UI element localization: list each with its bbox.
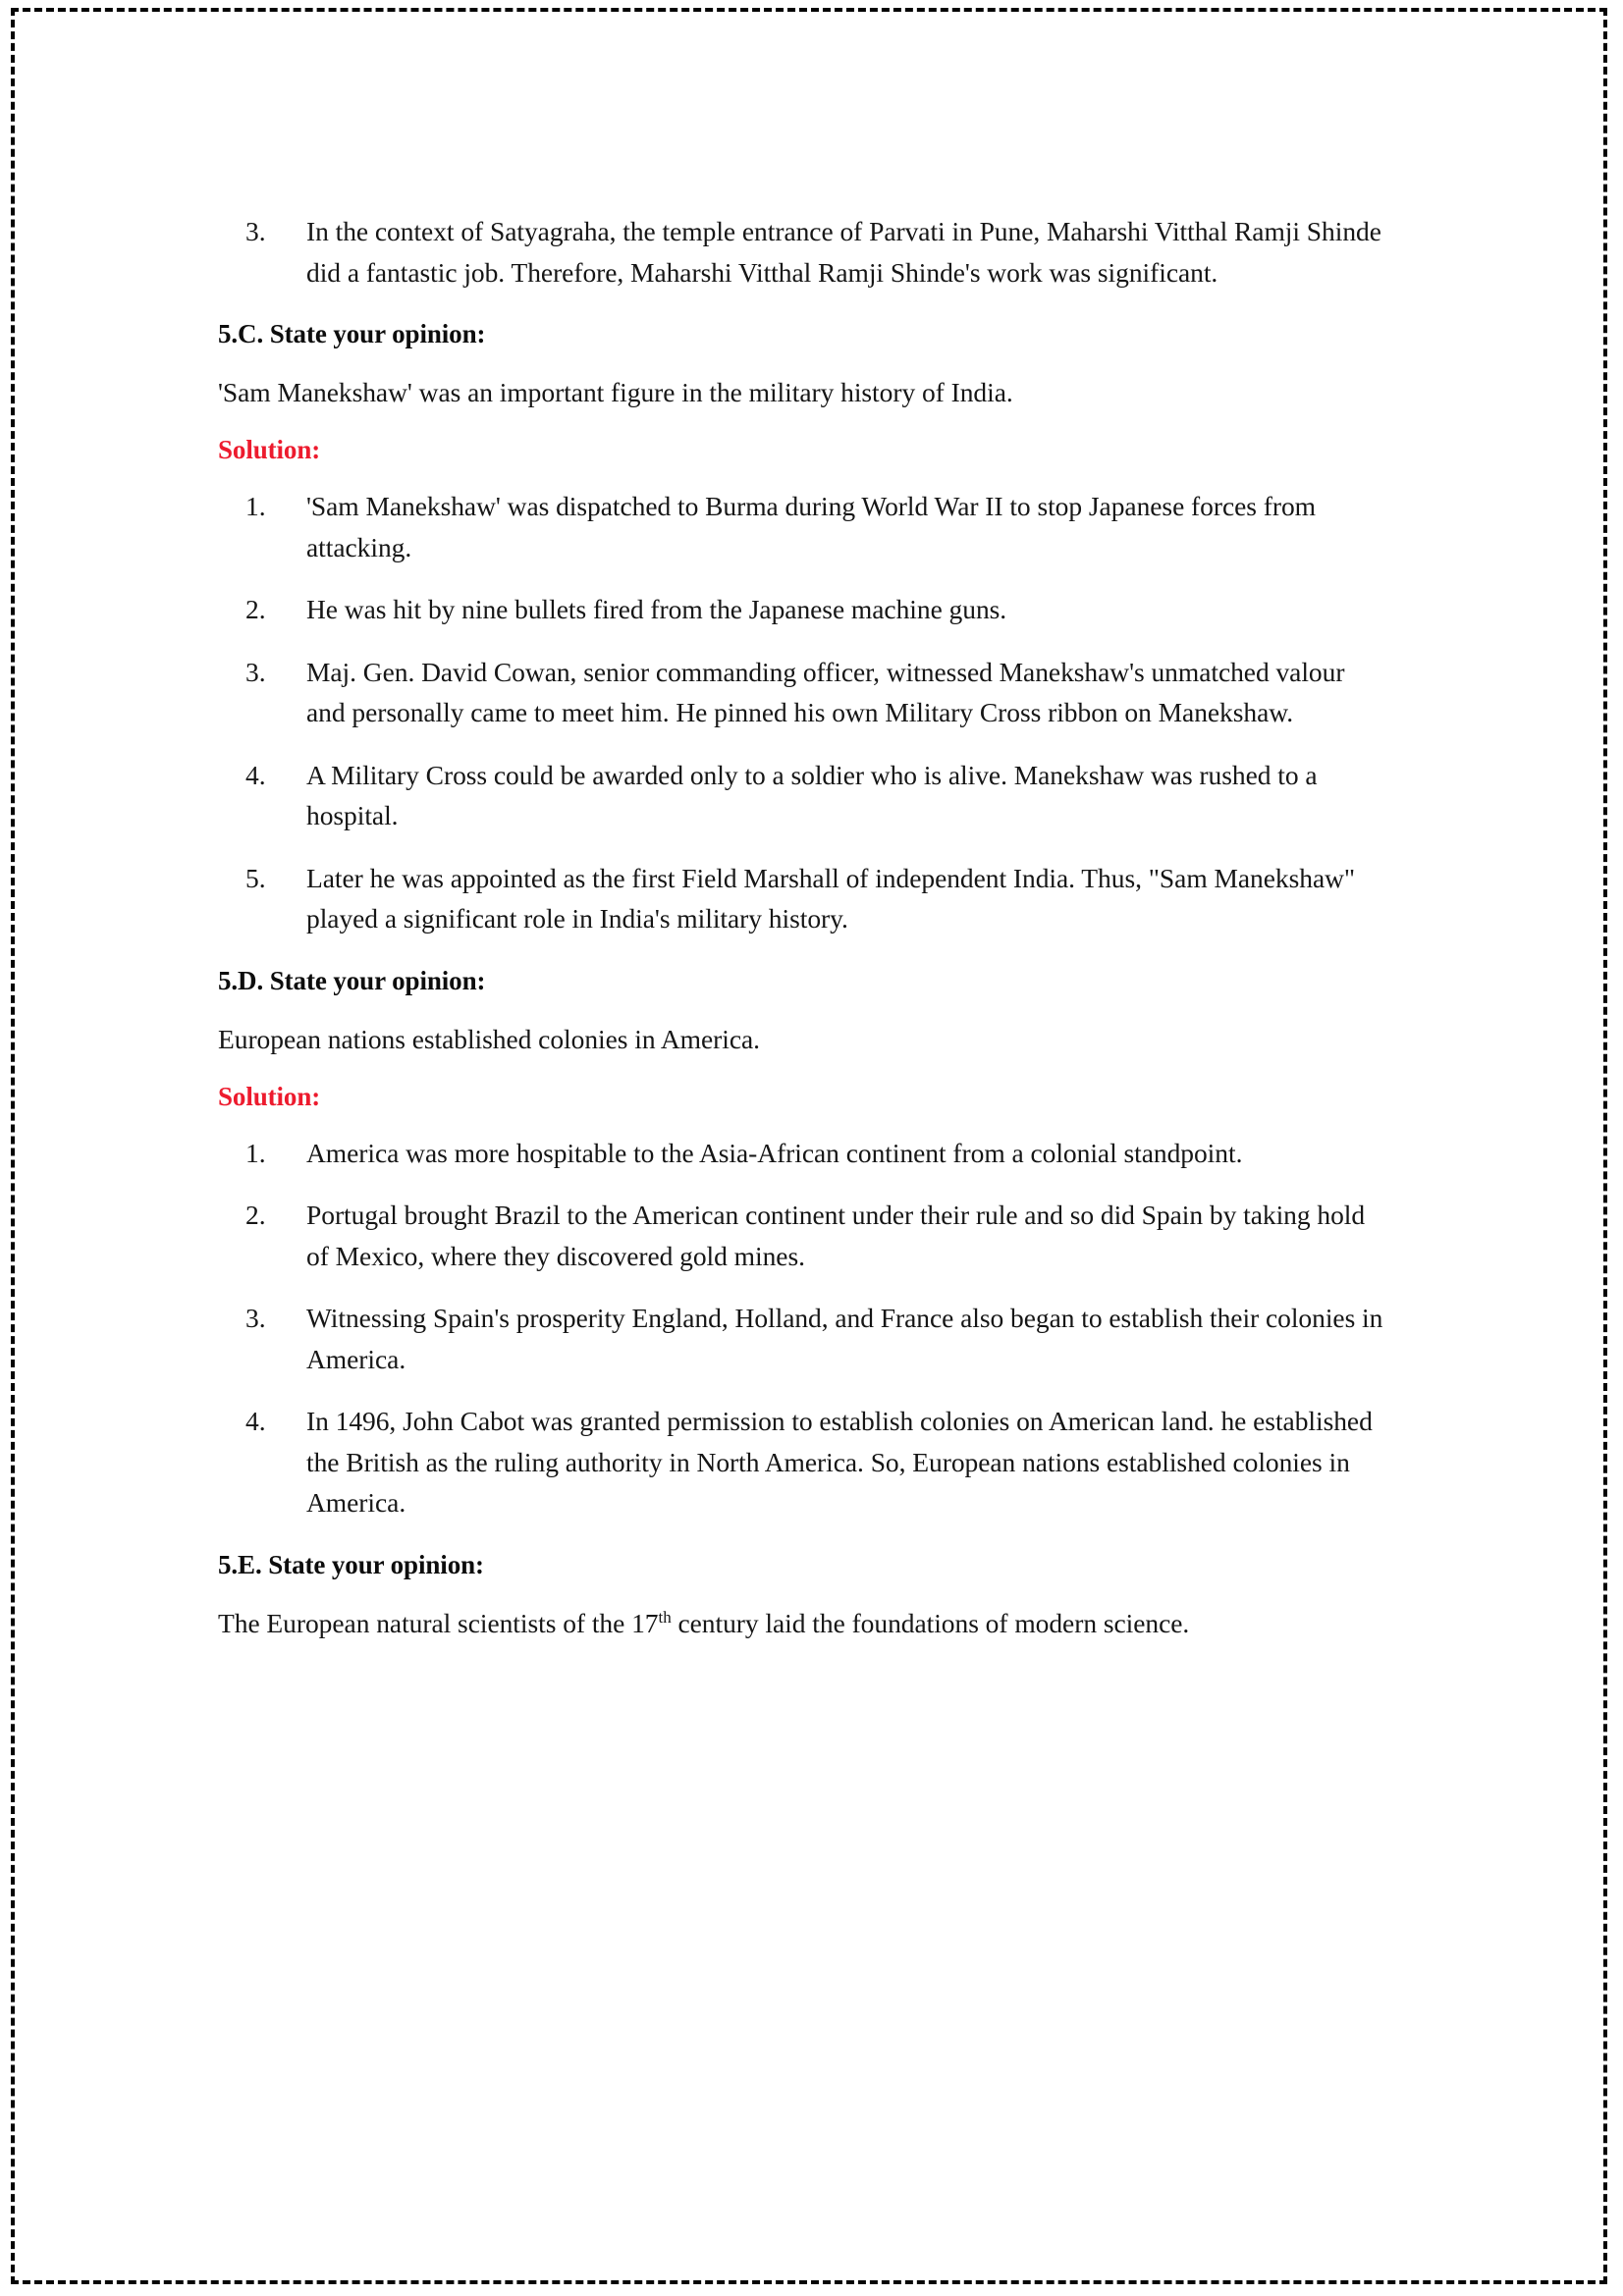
spacer xyxy=(218,354,1386,372)
spacer xyxy=(218,412,1386,430)
heading-5c: 5.C. State your opinion: xyxy=(218,319,486,348)
statement-5e-after: century laid the foundations of modern science. xyxy=(671,1607,1190,1638)
list-item xyxy=(245,755,1386,836)
list-item-number: 4. xyxy=(245,1406,266,1436)
heading-5e: 5.E. State your opinion: xyxy=(218,1549,484,1579)
list-item-text: He was hit by nine bullets fired from the Japanese machine guns. xyxy=(306,594,1007,624)
list-item-text: A Military Cross could be awarded only to a soldier who is alive. Manekshaw was rushed to a hospital. xyxy=(306,759,1318,830)
list-item-text: America was more hospitable to the Asia-African continent from a colonial standpoint. xyxy=(306,1137,1243,1168)
list-item-text: Portugal brought Brazil to the American continent under their rule and so did Spain by taking hold of Mexico, where they discovered gold mines. xyxy=(306,1200,1366,1271)
spacer xyxy=(218,1585,1386,1603)
spacer xyxy=(218,1117,1386,1133)
spacer xyxy=(218,1059,1386,1077)
list-item-number: 3. xyxy=(245,1303,266,1333)
solution-list-5d xyxy=(218,1133,1386,1523)
list-continued-previous-question xyxy=(218,211,1386,293)
list-item xyxy=(245,211,1386,293)
list-item xyxy=(245,1401,1386,1523)
list-item-text: 'Sam Manekshaw' was dispatched to Burma during World War II to stop Japanese forces from attacking. xyxy=(306,491,1317,562)
spacer xyxy=(218,470,1386,486)
list-item xyxy=(245,486,1386,567)
list-item-number: 2. xyxy=(245,594,266,624)
list-item xyxy=(245,652,1386,733)
spacer xyxy=(218,293,1386,314)
list-item-number: 1. xyxy=(245,491,266,521)
solution-list-5c xyxy=(218,486,1386,939)
statement-5d: European nations established colonies in America. xyxy=(218,1023,760,1054)
list-item-number: 1. xyxy=(245,1137,266,1168)
list-item-text: In 1496, John Cabot was granted permission to establish colonies on American land. he established the British as the ruling authority in North America. So, European nations established colonies in America. xyxy=(306,1406,1373,1518)
spacer xyxy=(218,1001,1386,1019)
spacer xyxy=(218,1523,1386,1545)
list-item-number: 3. xyxy=(245,216,266,246)
list-item xyxy=(245,1298,1386,1379)
list-item xyxy=(245,1195,1386,1276)
statement-5e xyxy=(218,1603,1386,1643)
list-item-number: 2. xyxy=(245,1200,266,1230)
list-item xyxy=(245,589,1386,630)
heading-5d: 5.D. State your opinion: xyxy=(218,965,486,995)
list-item-text: Later he was appointed as the first Field Marshall of independent India. Thus, "Sam Manekshaw" played a significant role in India's military history. xyxy=(306,862,1356,934)
list-item-text: Maj. Gen. David Cowan, senior commanding officer, witnessed Manekshaw's unmatched valour and personally came to meet him. He pinned his own Military Cross ribbon on Manekshaw. xyxy=(306,656,1345,727)
list-item-number: 5. xyxy=(245,862,266,893)
list-item xyxy=(245,858,1386,939)
document-body xyxy=(218,211,1386,1643)
list-item-number: 3. xyxy=(245,656,266,687)
list-item-number: 4. xyxy=(245,759,266,790)
solution-label-5d: Solution: xyxy=(218,1081,321,1111)
list-item-text: In the context of Satyagraha, the temple entrance of Parvati in Pune, Maharshi Vitthal Ramji Shinde did a fantastic job. Therefore, Maharshi Vitthal Ramji Shinde's work was significant. xyxy=(306,216,1381,288)
list-item xyxy=(245,1133,1386,1174)
ordinal-suffix: th xyxy=(658,1607,672,1627)
statement-5c: 'Sam Manekshaw' was an important figure in the military history of India. xyxy=(218,377,1013,407)
spacer xyxy=(218,939,1386,961)
solution-label-5c: Solution: xyxy=(218,435,321,464)
list-item-text: Witnessing Spain's prosperity England, Holland, and France also began to establish their colonies in America. xyxy=(306,1303,1383,1374)
statement-5e-before: The European natural scientists of the 17 xyxy=(218,1607,659,1638)
